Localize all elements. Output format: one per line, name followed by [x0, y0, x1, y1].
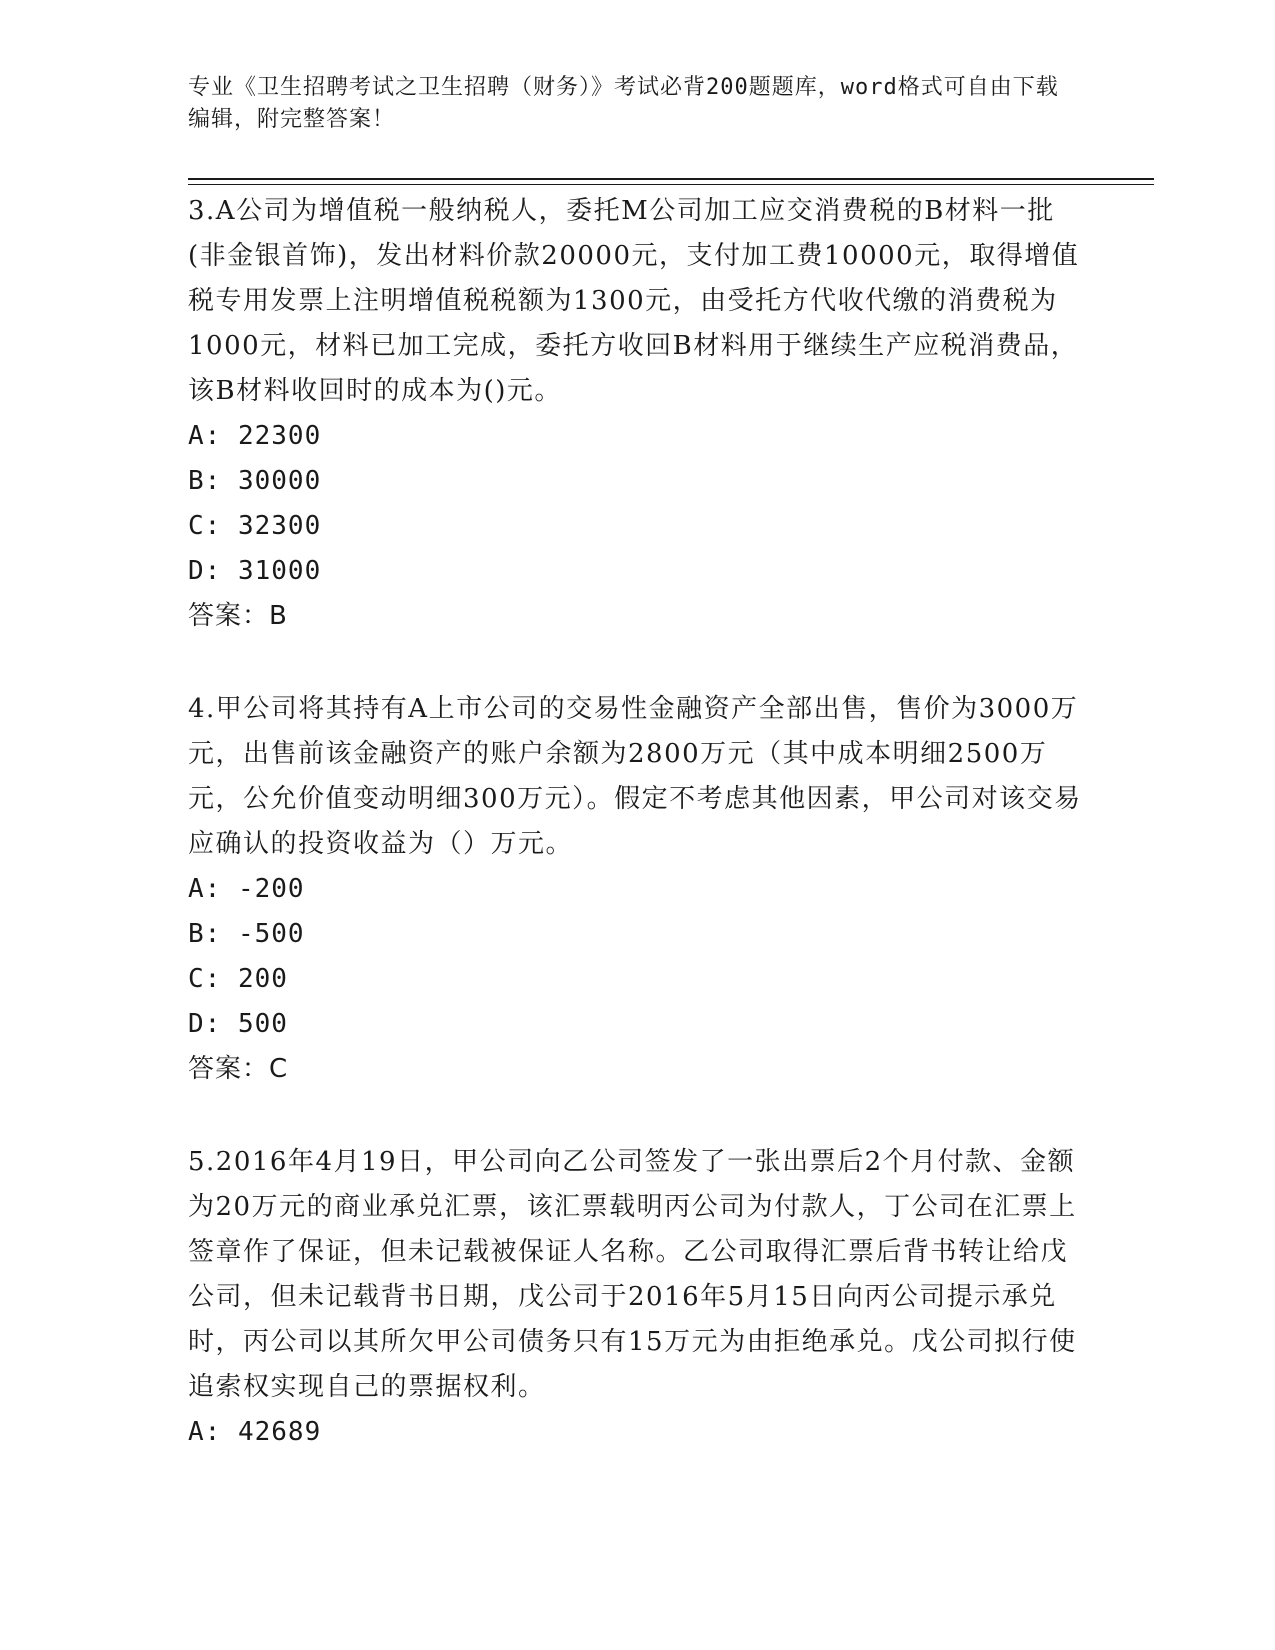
option-b: B: 30000: [188, 466, 322, 496]
option-c: C: 32300: [188, 511, 322, 541]
header-divider-thick: [188, 178, 1154, 180]
option-b: B: -500: [188, 919, 305, 949]
question-stem: 4.甲公司将其持有A上市公司的交易性金融资产全部出售，售价为3000万元，出售前该金融资产的账户余额为2800万元（其中成本明细2500万元，公允价值变动明细300万元）。假定不考虑其他因素，甲公司对该交易应确认的投资收益为（）万元。: [188, 694, 1082, 859]
header-divider-thin: [188, 184, 1154, 185]
option-a: A: 22300: [188, 421, 322, 451]
document-header: 专业《卫生招聘考试之卫生招聘（财务）》考试必背200题题库，word格式可自由下载编辑，附完整答案！: [188, 75, 1059, 132]
question-stem: 3.A公司为增值税一般纳税人，委托M公司加工应交消费税的B材料一批(非金银首饰)，发出材料价款20000元，支付加工费10000元，取得增值税专用发票上注明增值税税额为1300元，由受托方代收代缴的消费税为1000元，材料已加工完成，委托方收回B材料用于继续生产应税消费品，该B材料收回时的成本为()元。: [188, 196, 1080, 406]
question-4: [188, 687, 1088, 1092]
question-stem: 5.2016年4月19日，甲公司向乙公司签发了一张出票后2个月付款、金额为20万元的商业承兑汇票，该汇票载明丙公司为付款人，丁公司在汇票上签章作了保证，但未记载被保证人名称。乙公司取得汇票后背书转让给戊公司，但未记载背书日期，戊公司于2016年5月15日向丙公司提示承兑时，丙公司以其所欠甲公司债务只有15万元为由拒绝承兑。戊公司拟行使追索权实现自己的票据权利。: [188, 1147, 1077, 1402]
option-d: D: 500: [188, 1009, 288, 1039]
question-3: [188, 189, 1088, 639]
option-a: A: 42689: [188, 1417, 322, 1447]
question-5: [188, 1140, 1088, 1455]
answer-line: 答案：B: [188, 601, 288, 631]
answer-line: 答案：C: [188, 1054, 289, 1084]
option-c: C: 200: [188, 964, 288, 994]
option-d: D: 31000: [188, 556, 322, 586]
option-a: A: -200: [188, 874, 305, 904]
